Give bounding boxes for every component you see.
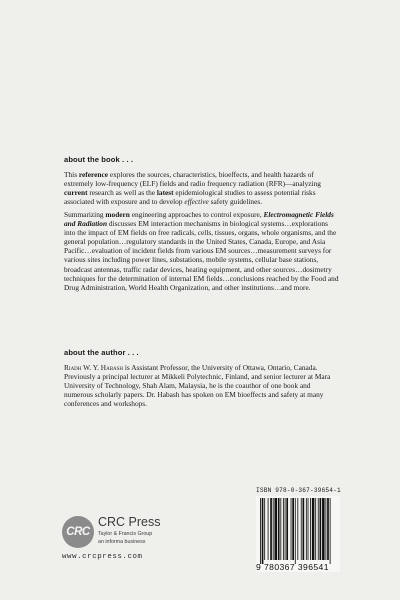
author-bio: is Assistant Professor, the University of Ottawa, Ontario, Canada. Previously a principal lecturer at Mikkeli Polytechnic, Finland, and senior lecturer at Mara University of Technology, Shah Alam, Malaysia, he is the coauthor of one book and numerous scholarly papers. Dr. Habash has spoken on EM bioeffects and safety at many conferences and workshops. [64, 363, 331, 409]
text-span: explores the sources, characteristics, bioeffects, and health hazards of extremely low-frequency (ELF) fields and radio frequency radiation (RFR)—analyzing [64, 170, 321, 189]
publisher-url: www.crcpress.com [62, 553, 143, 561]
bold-span: reference [78, 170, 108, 179]
barcode-digits: 9 780367 396541 [256, 562, 329, 572]
publisher-business: an informa business [98, 539, 146, 545]
text-span: discusses EM interaction mechanisms in biological systems…explorations into the impact of EM fields on free radicals, cells, tissues, organs, whole organisms, and the general population…regulatory standards in the United States, Canada, Europe, and Asia Pacific…evaluation of incident fields from various EM sources…measurement surveys for various sites including power lines, substations, mobile systems, cellular base stations, broadcast antennas, traffic radar devices, heating equipment, and other sources…dosimetry techniques for the determination of internal EM fields…conclusions reached by the Food and Drug Administration, World Health Organization, and other institutions…and more. [64, 219, 339, 292]
bold-span: latest [156, 188, 174, 198]
text-span: safety guidelines. [208, 197, 263, 207]
crc-badge-icon [62, 516, 94, 548]
text-span: epidemiological studies to assess potential risks associated with exposure and to develop [64, 188, 316, 207]
publisher-logo [62, 512, 182, 572]
text-span: Summarizing [64, 210, 106, 219]
book-title-span: Electromagnetic Fields and Radiation [64, 210, 334, 229]
text-span: engineering approaches to control exposure, [129, 210, 264, 219]
isbn-label: ISBN 978-0-367-39654-1 [256, 487, 341, 494]
publisher-group: Taylor & Francis Group [98, 531, 153, 537]
author-name: Riadh W. Y. Habash [64, 363, 124, 372]
badge-text: CRC [66, 526, 90, 538]
about-book-paragraph-1 [64, 170, 340, 206]
publisher-name: CRC Press [98, 515, 161, 529]
about-book-paragraph-2 [64, 210, 340, 292]
barcode-bars-icon [256, 496, 340, 564]
about-author-paragraph [64, 363, 340, 408]
barcode [256, 496, 340, 572]
bold-span: current [64, 188, 88, 198]
about-author-heading: about the author . . . [64, 348, 139, 357]
italic-span: effective [184, 197, 209, 207]
bold-span: modern [105, 210, 130, 219]
text-span: This [64, 170, 79, 179]
about-book-heading: about the book . . . [64, 155, 134, 164]
text-span: research as well as the [87, 188, 157, 198]
